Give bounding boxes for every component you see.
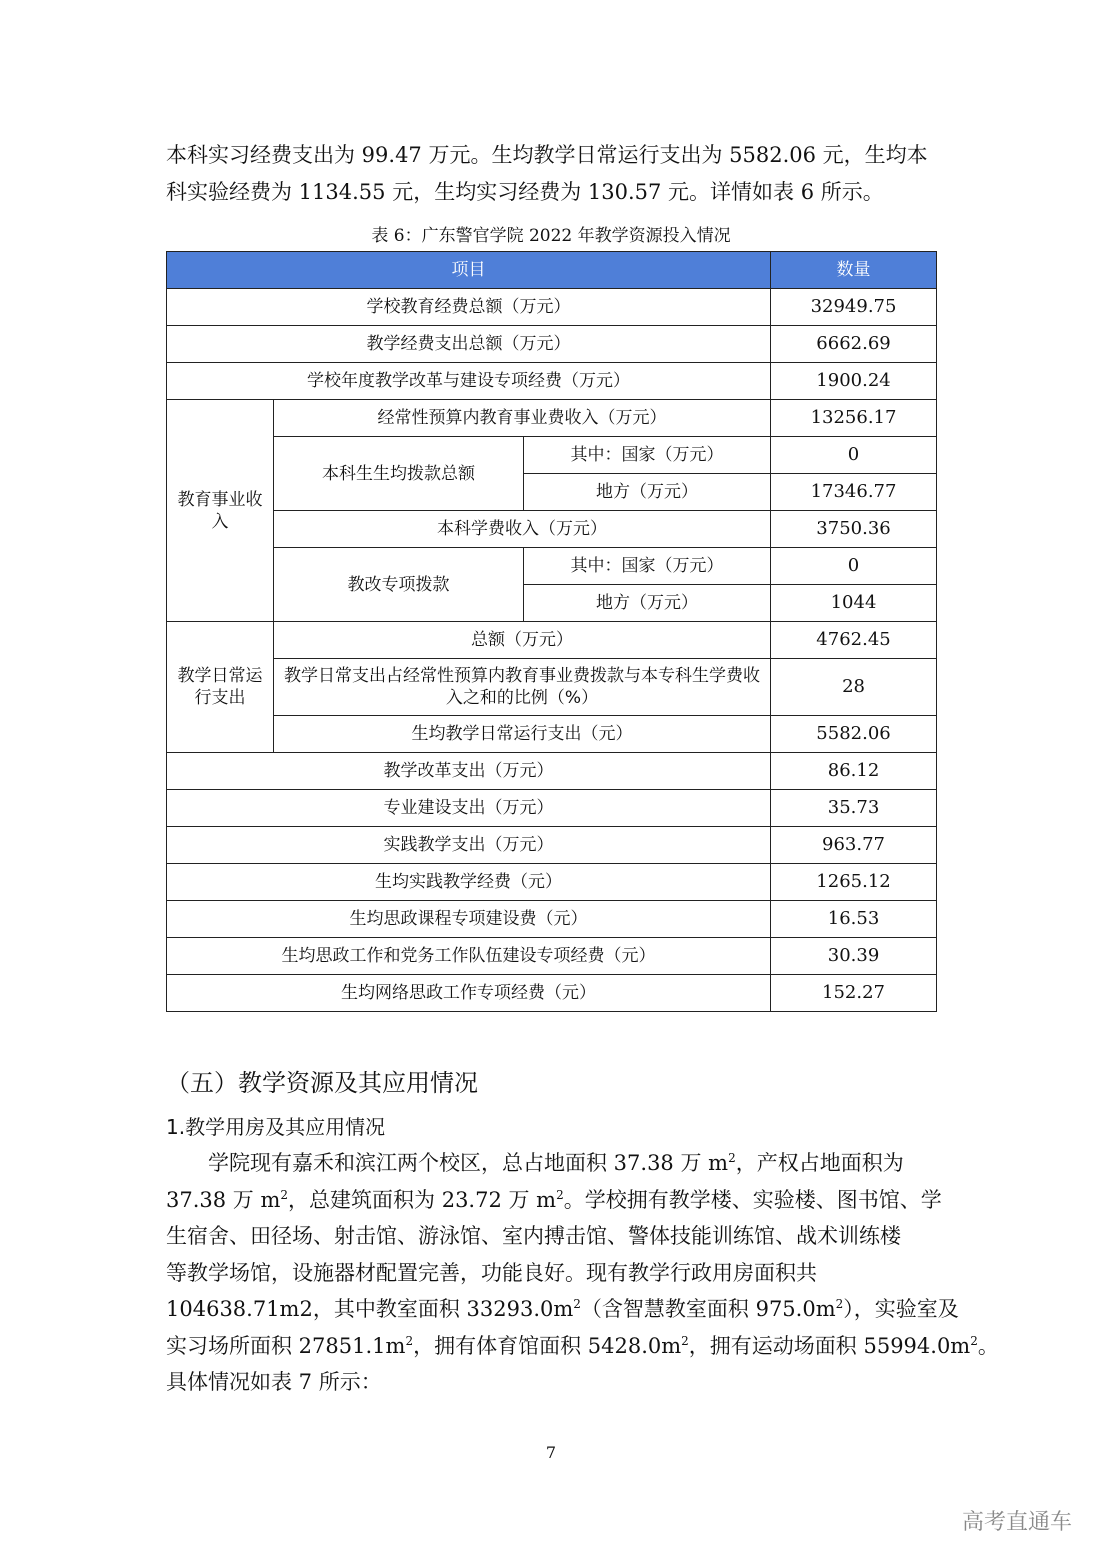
table-row	[167, 363, 937, 400]
table-row	[167, 938, 937, 975]
superscript: 2	[556, 1187, 564, 1202]
section-subheading: 1.教学用房及其应用情况	[166, 1115, 386, 1139]
row-value: 17346.77	[771, 474, 937, 511]
row-value: 16.53	[771, 901, 937, 938]
table-row	[167, 400, 937, 437]
row-value: 963.77	[771, 827, 937, 864]
superscript: 2	[280, 1187, 289, 1202]
group-label-daily-ops: 教学日常运行支出	[167, 622, 274, 753]
body-line-1	[166, 1145, 938, 1182]
body-line-6	[166, 1328, 999, 1365]
text-span: 。学校拥有教学楼、实验楼、图书馆、学	[563, 1187, 942, 1212]
row-label: 教改专项拨款	[274, 548, 524, 622]
row-value: 0	[771, 548, 937, 585]
row-label: 学校教育经费总额（万元）	[167, 289, 771, 326]
row-value: 5582.06	[771, 716, 937, 753]
header-value: 数量	[771, 252, 937, 289]
row-label: 本科学费收入（万元）	[274, 511, 771, 548]
row-value: 86.12	[771, 753, 937, 790]
row-value: 152.27	[771, 975, 937, 1012]
table-row	[167, 827, 937, 864]
table-row	[167, 864, 937, 901]
section-heading: （五）教学资源及其应用情况	[166, 1069, 478, 1097]
row-label: 生均思政课程专项建设费（元）	[167, 901, 771, 938]
intro-paragraph	[166, 137, 938, 211]
watermark: 高考直通车	[962, 1510, 1073, 1535]
row-value: 35.73	[771, 790, 937, 827]
row-value: 28	[771, 659, 937, 716]
body-line-2	[166, 1182, 942, 1219]
text-span: ，产权占地面积为	[735, 1151, 904, 1175]
body-line-3: 生宿舍、田径场、射击馆、游泳馆、室内搏击馆、警体技能训练馆、战术训练楼	[166, 1224, 901, 1248]
body-line-4: 等教学场馆，设施器材配置完善，功能良好。现有教学行政用房面积共	[166, 1260, 817, 1285]
text-span: 实习场所面积 27851.1m	[166, 1333, 406, 1358]
table-row	[167, 326, 937, 363]
row-value: 13256.17	[771, 400, 937, 437]
body-paragraph	[166, 1145, 999, 1401]
text-span: 37.38 万 m	[166, 1187, 281, 1212]
row-value: 3750.36	[771, 511, 937, 548]
table-row	[167, 975, 937, 1012]
table-row	[167, 659, 937, 716]
row-sublabel: 地方（万元）	[524, 474, 771, 511]
row-label: 生均实践教学经费（元）	[167, 864, 771, 901]
table-row	[167, 790, 937, 827]
text-span: ，拥有运动场面积 55994.0m	[688, 1333, 971, 1358]
body-line-5	[166, 1291, 959, 1328]
row-sublabel: 其中：国家（万元）	[524, 548, 771, 585]
table-row	[167, 622, 937, 659]
row-value: 0	[771, 437, 937, 474]
row-value: 4762.45	[771, 622, 937, 659]
row-label: 本科生生均拨款总额	[274, 437, 524, 511]
row-value: 1900.24	[771, 363, 937, 400]
row-label: 经常性预算内教育事业费收入（万元）	[274, 400, 771, 437]
row-label: 教学日常支出占经常性预算内教育事业费拨款与本专科生学费收入之和的比例（%）	[274, 659, 771, 716]
row-label: 总额（万元）	[274, 622, 771, 659]
superscript: 2	[835, 1297, 844, 1311]
group-label-edu-income: 教育事业收入	[167, 400, 274, 622]
text-span: ，拥有体育馆面积 5428.0m	[413, 1333, 682, 1358]
table-header-row	[167, 252, 937, 289]
superscript: 2	[728, 1151, 736, 1165]
row-label: 生均教学日常运行支出（元）	[274, 716, 771, 753]
row-value: 1044	[771, 585, 937, 622]
row-label: 实践教学支出（万元）	[167, 827, 771, 864]
superscript: 2	[681, 1333, 689, 1348]
row-value: 30.39	[771, 938, 937, 975]
superscript: 2	[970, 1333, 978, 1348]
superscript: 2	[573, 1297, 581, 1311]
text-span: ），实验室及	[843, 1297, 959, 1321]
body-line-7: 具体情况如表 7 所示：	[166, 1370, 382, 1394]
table-row	[167, 511, 937, 548]
intro-line-2: 科实验经费为 1134.55 元，生均实习经费为 130.57 元。详情如表 6 所示。	[166, 180, 884, 204]
table-row	[167, 753, 937, 790]
table-row	[167, 437, 937, 474]
table-row	[167, 548, 937, 585]
row-label: 教学经费支出总额（万元）	[167, 326, 771, 363]
row-label: 生均网络思政工作专项经费（元）	[167, 975, 771, 1012]
row-label: 生均思政工作和党务工作队伍建设专项经费（元）	[167, 938, 771, 975]
row-value: 6662.69	[771, 326, 937, 363]
header-item: 项目	[167, 252, 771, 289]
text-span: 104638.71m2，其中教室面积 33293.0m	[166, 1297, 574, 1321]
row-value: 32949.75	[771, 289, 937, 326]
superscript: 2	[405, 1333, 414, 1348]
text-span: ，总建筑面积为 23.72 万 m	[288, 1187, 557, 1212]
table-row	[167, 716, 937, 753]
table-row	[167, 901, 937, 938]
text-span: （含智慧教室面积 975.0m	[580, 1297, 836, 1321]
row-label: 学校年度教学改革与建设专项经费（万元）	[167, 363, 771, 400]
table-caption: 表 6：广东警官学院 2022 年教学资源投入情况	[371, 226, 731, 246]
row-sublabel: 其中：国家（万元）	[524, 437, 771, 474]
text-span: 学院现有嘉禾和滨江两个校区，总占地面积 37.38 万 m	[208, 1151, 729, 1175]
row-label: 教学改革支出（万元）	[167, 753, 771, 790]
row-sublabel: 地方（万元）	[524, 585, 771, 622]
text-span: 。	[977, 1333, 999, 1358]
row-value: 1265.12	[771, 864, 937, 901]
table-row	[167, 289, 937, 326]
resource-table	[166, 251, 937, 1012]
page-number: 7	[545, 1443, 557, 1462]
row-label: 专业建设支出（万元）	[167, 790, 771, 827]
intro-line-1: 本科实习经费支出为 99.47 万元。生均教学日常运行支出为 5582.06 元，生均本	[166, 143, 928, 167]
